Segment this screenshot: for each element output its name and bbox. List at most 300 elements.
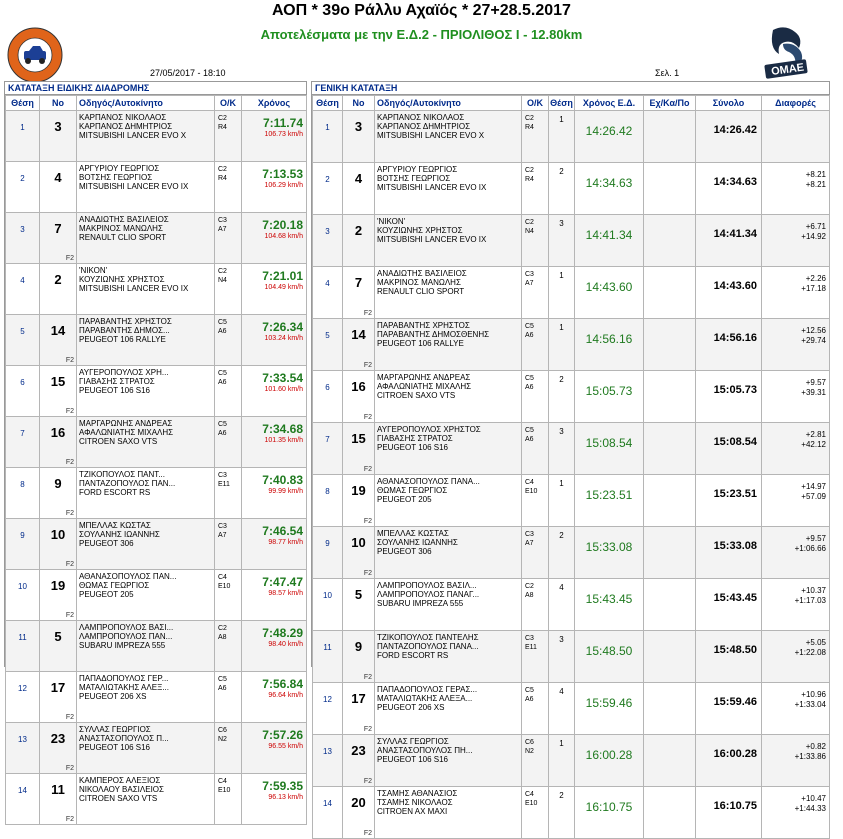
group-class — [522, 423, 549, 475]
number: 3 — [54, 119, 62, 134]
number: 17 — [50, 680, 66, 695]
class-tag: F2 — [65, 357, 74, 364]
number: 2 — [354, 223, 363, 238]
col-driver-car: Οδηγός/Αυτοκίνητο — [77, 96, 215, 111]
position: 5 — [313, 319, 343, 371]
driver: ΠΑΡΑΒΑΝΤΗΣ ΧΡΗΣΤΟΣ — [377, 321, 470, 330]
diff-previous: +14.97 — [801, 482, 826, 491]
total-time: 15:33.08 — [696, 527, 762, 579]
group: C3 — [525, 635, 534, 642]
group-position: 2 — [549, 371, 575, 423]
table-row — [6, 570, 307, 621]
driver-car — [77, 366, 215, 417]
position: 2 — [313, 163, 343, 215]
table-row — [313, 683, 830, 735]
car-number — [343, 735, 375, 787]
group-position: 3 — [549, 631, 575, 683]
class: A6 — [525, 436, 534, 443]
co-driver: ΚΟΥΖΙΩΝΗΣ ΧΡΗΣΤΟΣ — [377, 226, 463, 235]
differences — [762, 423, 830, 475]
diff-previous: +9.57 — [805, 534, 826, 543]
driver-car — [375, 787, 522, 839]
co-driver: ΠΑΝΤΑΖΟΠΟΥΛΟΣ ΠΑΝΑ... — [377, 642, 479, 651]
co-driver: ΑΦΑΛΩΝΙΑΤΗΣ ΜΙΧΑΛΗΣ — [79, 428, 174, 437]
group-class — [215, 315, 242, 366]
group-position: 3 — [549, 423, 575, 475]
car-model: PEUGEOT 205 — [377, 495, 432, 504]
average-speed: 104.49 km/h — [264, 284, 303, 291]
stage-time: 15:05.73 — [575, 371, 644, 423]
total-time: 16:10.75 — [696, 787, 762, 839]
co-driver: ΚΑΡΠΑΝΟΣ ΔΗΜΗΤΡΙΟΣ — [79, 122, 173, 131]
group-position: 2 — [549, 787, 575, 839]
class: A6 — [218, 379, 227, 386]
class-tag: F2 — [65, 765, 74, 772]
group-class — [215, 723, 242, 774]
average-speed: 96.13 km/h — [268, 794, 303, 801]
car-model: MITSUBISHI LANCER EVO IX — [79, 182, 189, 191]
number: 5 — [54, 629, 62, 644]
co-driver: ΜΑΤΑΛΙΩΤΑΚΗΣ ΑΛΕΞΑ... — [377, 694, 473, 703]
group: C2 — [218, 625, 227, 632]
driver-car — [77, 570, 215, 621]
position: 12 — [6, 672, 40, 723]
total-time: 15:43.45 — [696, 579, 762, 631]
position: 7 — [313, 423, 343, 475]
car-number — [40, 570, 77, 621]
driver-car — [77, 621, 215, 672]
position: 4 — [313, 267, 343, 319]
group-position: 1 — [549, 267, 575, 319]
group-class — [215, 213, 242, 264]
class: N4 — [218, 277, 227, 284]
car-number — [40, 519, 77, 570]
stage-time — [242, 366, 307, 417]
number: 19 — [50, 578, 66, 593]
class: A6 — [525, 696, 534, 703]
group: C6 — [218, 727, 227, 734]
differences — [762, 527, 830, 579]
class: R4 — [525, 124, 534, 131]
group-class — [215, 621, 242, 672]
class-tag: F2 — [363, 414, 372, 421]
diff-previous: +2.81 — [805, 430, 826, 439]
stage-results-panel — [4, 81, 307, 823]
total-time: 15:59.46 — [696, 683, 762, 735]
car-model: CITROEN SAXO VTS — [79, 437, 158, 446]
car-model: CITROEN SAXO VTS — [377, 391, 456, 400]
driver-car — [375, 163, 522, 215]
car-model: PEUGEOT 106 S16 — [79, 743, 150, 752]
differences — [762, 787, 830, 839]
co-driver: ΛΑΜΠΡΟΠΟΥΛΟΣ ΠΑΝΑΓ... — [377, 590, 480, 599]
diff-previous: +10.47 — [801, 794, 826, 803]
car-number — [40, 162, 77, 213]
car-number — [343, 215, 375, 267]
total-time: 14:56.16 — [696, 319, 762, 371]
driver: ΠΑΠΑΔΟΠΟΥΛΟΣ ΓΕΡΑΣ... — [377, 685, 478, 694]
col-position: Θέση — [6, 96, 40, 111]
number: 16 — [351, 379, 366, 394]
report-title: ΑΟΠ * 39ο Ράλλυ Αχαϊός * 27+28.5.2017 — [272, 2, 571, 19]
table-row — [6, 162, 307, 213]
position: 4 — [6, 264, 40, 315]
class-tag: F2 — [363, 778, 372, 785]
time-value: 7:59.35 — [262, 779, 303, 793]
stage-time — [242, 621, 307, 672]
car-model: PEUGEOT 306 — [79, 539, 134, 548]
number: 17 — [351, 691, 366, 706]
stage-header-row — [6, 96, 307, 111]
report-date: 27/05/2017 - 18:10 — [150, 68, 226, 78]
diff-leader: +1:17.03 — [794, 596, 826, 605]
position: 2 — [6, 162, 40, 213]
total-time: 14:41.34 — [696, 215, 762, 267]
report-subtitle: Αποτελέσματα με την Ε.Δ.2 - ΠΡΙΟΛΙΘΟΣ Ι - 12.80km — [260, 27, 583, 42]
driver: ΚΑΡΠΑΝΟΣ ΝΙΚΟΛΑΟΣ — [79, 113, 167, 122]
table-row — [313, 787, 830, 839]
penalties — [644, 319, 696, 371]
average-speed: 103.24 km/h — [264, 335, 303, 342]
class: N2 — [525, 748, 534, 755]
co-driver: ΒΟΤΣΗΣ ΓΕΩΡΓΙΟΣ — [79, 173, 153, 182]
driver: ΑΝΑΔΙΩΤΗΣ ΒΑΣΙΛΕΙΟΣ — [79, 215, 169, 224]
table-row — [6, 774, 307, 825]
group: C3 — [218, 217, 227, 224]
driver-car — [375, 111, 522, 163]
diff-leader: +39.31 — [801, 388, 826, 397]
col-group-class: Ο/Κ — [215, 96, 242, 111]
car-number — [40, 417, 77, 468]
class-tag: F2 — [363, 830, 372, 837]
driver: ΤΣΑΜΗΣ ΑΘΑΝΑΣΙΟΣ — [377, 789, 458, 798]
stage-time — [242, 213, 307, 264]
group: C4 — [525, 791, 534, 798]
class: R4 — [525, 176, 534, 183]
group: C5 — [525, 323, 534, 330]
col-penalties: Εχ/Κα/Πο — [644, 96, 696, 111]
number: 15 — [351, 431, 366, 446]
position: 14 — [6, 774, 40, 825]
number: 5 — [354, 587, 363, 602]
table-row — [6, 723, 307, 774]
class: A8 — [218, 634, 227, 641]
class: A6 — [218, 685, 227, 692]
average-speed: 99.99 km/h — [268, 488, 303, 495]
average-speed: 101.35 km/h — [264, 437, 303, 444]
co-driver: ΛΑΜΠΡΟΠΟΥΛΟΣ ΠΑΝ... — [79, 632, 173, 641]
general-classification-panel — [311, 81, 830, 837]
car-number — [40, 723, 77, 774]
driver-car — [375, 215, 522, 267]
stage-time — [242, 162, 307, 213]
col-stage-time: Χρόνος Ε.Δ. — [575, 96, 644, 111]
number: 15 — [50, 374, 66, 389]
stage-time: 16:00.28 — [575, 735, 644, 787]
group: C4 — [218, 778, 227, 785]
co-driver: ΠΑΡΑΒΑΝΤΗΣ ΔΗΜΟΣΘΕΝΗΣ — [377, 330, 490, 339]
diff-previous: +6.71 — [805, 222, 826, 231]
group-class — [522, 111, 549, 163]
time-value: 7:26.34 — [262, 320, 303, 334]
group: C2 — [218, 268, 227, 275]
time-value: 7:57.26 — [262, 728, 303, 742]
car-number — [343, 631, 375, 683]
stage-time — [242, 672, 307, 723]
stage-time: 15:08.54 — [575, 423, 644, 475]
co-driver: ΝΙΚΟΛΑΟΥ ΒΑΣΙΛΕΙΟΣ — [79, 785, 164, 794]
table-row — [6, 213, 307, 264]
group-class — [215, 366, 242, 417]
time-value: 7:33.54 — [262, 371, 303, 385]
differences — [762, 267, 830, 319]
penalties — [644, 215, 696, 267]
car-number — [40, 315, 77, 366]
table-row — [313, 475, 830, 527]
number: 9 — [54, 476, 62, 491]
driver: ΜΠΕΛΛΑΣ ΚΩΣΤΑΣ — [79, 521, 151, 530]
car-model: PEUGEOT 106 RALLYE — [79, 335, 166, 344]
position: 11 — [313, 631, 343, 683]
driver: 'ΝΙΚΟΝ' — [377, 217, 406, 226]
group-class — [522, 683, 549, 735]
col-time: Χρόνος — [242, 96, 307, 111]
class-tag: F2 — [65, 255, 74, 262]
average-speed: 106.29 km/h — [264, 182, 303, 189]
table-row — [6, 111, 307, 162]
differences — [762, 683, 830, 735]
group-class — [215, 519, 242, 570]
car-model: MITSUBISHI LANCER EVO IX — [377, 235, 487, 244]
penalties — [644, 579, 696, 631]
stage-time — [242, 315, 307, 366]
co-driver: ΘΩΜΑΣ ΓΕΩΡΓΙΟΣ — [79, 581, 150, 590]
number: 3 — [354, 119, 363, 134]
driver: ΑΡΓΥΡΙΟΥ ΓΕΩΡΓΙΟΣ — [79, 164, 160, 173]
diff-previous: +10.37 — [801, 586, 826, 595]
car-model: PEUGEOT 106 S16 — [79, 386, 150, 395]
position: 12 — [313, 683, 343, 735]
car-model: SUBARU IMPREZA 555 — [79, 641, 166, 650]
group-position: 1 — [549, 111, 575, 163]
class-tag: F2 — [65, 408, 74, 415]
position: 8 — [313, 475, 343, 527]
class-tag: F2 — [65, 561, 74, 568]
differences — [762, 475, 830, 527]
class: E10 — [218, 583, 231, 590]
co-driver: ΜΑΚΡΙΝΟΣ ΜΑΝΩΛΗΣ — [377, 278, 461, 287]
driver-car — [375, 631, 522, 683]
table-row — [313, 527, 830, 579]
group-class — [215, 417, 242, 468]
stage-time: 15:23.51 — [575, 475, 644, 527]
group: C5 — [218, 370, 227, 377]
total-time: 15:48.50 — [696, 631, 762, 683]
stage-time: 14:41.34 — [575, 215, 644, 267]
differences — [762, 215, 830, 267]
table-row — [6, 468, 307, 519]
table-row — [313, 631, 830, 683]
class: A8 — [525, 592, 534, 599]
number: 9 — [354, 639, 363, 654]
group-position: 2 — [549, 163, 575, 215]
position: 5 — [6, 315, 40, 366]
differences — [762, 319, 830, 371]
car-number — [343, 423, 375, 475]
number: 11 — [51, 782, 65, 797]
position: 11 — [6, 621, 40, 672]
class: A6 — [525, 332, 534, 339]
stage-time: 15:48.50 — [575, 631, 644, 683]
driver: ΛΑΜΠΡΟΠΟΥΛΟΣ ΒΑΣΙΛ... — [377, 581, 477, 590]
group-class — [522, 527, 549, 579]
car-model: FORD ESCORT RS — [79, 488, 151, 497]
car-number — [343, 319, 375, 371]
class: E10 — [525, 800, 538, 807]
co-driver: ΓΙΑΒΑΣΗΣ ΣΤΡΑΤΟΣ — [79, 377, 155, 386]
driver-car — [77, 315, 215, 366]
group-class — [522, 475, 549, 527]
driver-car — [375, 579, 522, 631]
co-driver: ΓΙΑΒΑΣΗΣ ΣΤΡΑΤΟΣ — [377, 434, 453, 443]
table-row — [313, 163, 830, 215]
car-number — [40, 111, 77, 162]
class-tag: F2 — [363, 518, 372, 525]
driver-car — [375, 423, 522, 475]
group: C6 — [525, 739, 534, 746]
stage-time — [242, 111, 307, 162]
driver: ΣΥΛΛΑΣ ΓΕΩΡΓΙΟΣ — [79, 725, 151, 734]
diff-previous: +2.26 — [805, 274, 826, 283]
number: 4 — [354, 171, 363, 186]
group-position: 4 — [549, 683, 575, 735]
group-position: 1 — [549, 735, 575, 787]
group-position: 1 — [549, 319, 575, 371]
car-number — [40, 468, 77, 519]
co-driver: ΜΑΚΡΙΝΟΣ ΜΑΝΩΛΗΣ — [79, 224, 163, 233]
driver-car — [375, 475, 522, 527]
class-tag: F2 — [65, 459, 74, 466]
class-tag: F2 — [363, 570, 372, 577]
group-class — [215, 672, 242, 723]
group: C2 — [218, 166, 227, 173]
co-driver: ΚΟΥΖΙΩΝΗΣ ΧΡΗΣΤΟΣ — [79, 275, 165, 284]
table-row — [6, 315, 307, 366]
stage-time — [242, 774, 307, 825]
group: C2 — [525, 219, 534, 226]
driver-car — [77, 264, 215, 315]
time-value: 7:21.01 — [262, 269, 303, 283]
table-row — [313, 423, 830, 475]
driver: ΤΖΙΚΟΠΟΥΛΟΣ ΠΑΝΤ... — [79, 470, 165, 479]
car-model: RENAULT CLIO SPORT — [79, 233, 167, 242]
col-number: Νο — [40, 96, 77, 111]
number: 7 — [354, 275, 363, 290]
position: 3 — [6, 213, 40, 264]
class-tag: F2 — [363, 310, 372, 317]
table-row — [313, 111, 830, 163]
average-speed: 98.40 km/h — [268, 641, 303, 648]
driver-car — [77, 213, 215, 264]
driver: 'ΝΙΚΟΝ' — [79, 266, 108, 275]
svg-text:ΟΜΑΕ: ΟΜΑΕ — [770, 61, 805, 79]
average-speed: 98.57 km/h — [268, 590, 303, 597]
car-model: PEUGEOT 106 RALLYE — [377, 339, 464, 348]
differences — [762, 631, 830, 683]
differences — [762, 111, 830, 163]
car-number — [343, 267, 375, 319]
stage-time — [242, 519, 307, 570]
position: 8 — [6, 468, 40, 519]
diff-leader: +42.12 — [801, 440, 826, 449]
driver: ΛΑΜΠΡΟΠΟΥΛΟΣ ΒΑΣΙ... — [79, 623, 174, 632]
car-model: MITSUBISHI LANCER EVO IX — [79, 284, 189, 293]
co-driver: ΚΑΡΠΑΝΟΣ ΔΗΜΗΤΡΙΟΣ — [377, 122, 471, 131]
co-driver: ΜΑΤΑΛΙΩΤΑΚΗΣ ΑΛΕΞ... — [79, 683, 169, 692]
group: C2 — [525, 167, 534, 174]
class: E11 — [218, 481, 230, 488]
stage-time: 14:43.60 — [575, 267, 644, 319]
penalties — [644, 111, 696, 163]
penalties — [644, 475, 696, 527]
position: 3 — [313, 215, 343, 267]
diff-leader: +1:33.86 — [794, 752, 826, 761]
car-number — [343, 163, 375, 215]
car-model: CITROEN AX MAXI — [377, 807, 448, 816]
position: 9 — [313, 527, 343, 579]
group: C3 — [525, 531, 534, 538]
driver: ΑΘΑΝΑΣΟΠΟΥΛΟΣ ΠΑΝΑ... — [377, 477, 480, 486]
col-group-class: Ο/Κ — [522, 96, 549, 111]
driver-car — [77, 111, 215, 162]
position: 1 — [313, 111, 343, 163]
col-differences: Διαφορές — [762, 96, 830, 111]
table-row — [313, 215, 830, 267]
car-number — [40, 366, 77, 417]
group-class — [215, 111, 242, 162]
group-position: 2 — [549, 527, 575, 579]
average-speed: 98.77 km/h — [268, 539, 303, 546]
car-model: PEUGEOT 206 XS — [79, 692, 147, 701]
penalties — [644, 423, 696, 475]
position: 6 — [313, 371, 343, 423]
diff-leader: +1:33.04 — [794, 700, 826, 709]
group: C3 — [218, 523, 227, 530]
average-speed: 96.64 km/h — [268, 692, 303, 699]
table-row — [313, 371, 830, 423]
car-number — [343, 579, 375, 631]
class: R4 — [218, 175, 227, 182]
car-number — [343, 371, 375, 423]
car-model: PEUGEOT 205 — [79, 590, 134, 599]
stage-results-table — [5, 95, 307, 825]
position: 6 — [6, 366, 40, 417]
co-driver: ΣΟΥΛΑΝΗΣ ΙΩΑΝΝΗΣ — [377, 538, 458, 547]
general-classification-title: ΓΕΝΙΚΗ ΚΑΤΑΤΑΞΗ — [312, 82, 829, 95]
table-row — [6, 519, 307, 570]
stage-time — [242, 264, 307, 315]
driver-car — [77, 417, 215, 468]
class: A7 — [218, 226, 227, 233]
co-driver: ΑΝΑΣΤΑΣΟΠΟΥΛΟΣ Π... — [79, 734, 169, 743]
car-model: PEUGEOT 106 S16 — [377, 443, 448, 452]
co-driver: ΠΑΝΤΑΖΟΠΟΥΛΟΣ ΠΑΝ... — [79, 479, 176, 488]
col-total: Σύνολο — [696, 96, 762, 111]
group-class — [522, 267, 549, 319]
co-driver: ΑΝΑΣΤΑΣΟΠΟΥΛΟΣ ΠΗ... — [377, 746, 473, 755]
group-class — [522, 371, 549, 423]
car-number — [343, 787, 375, 839]
